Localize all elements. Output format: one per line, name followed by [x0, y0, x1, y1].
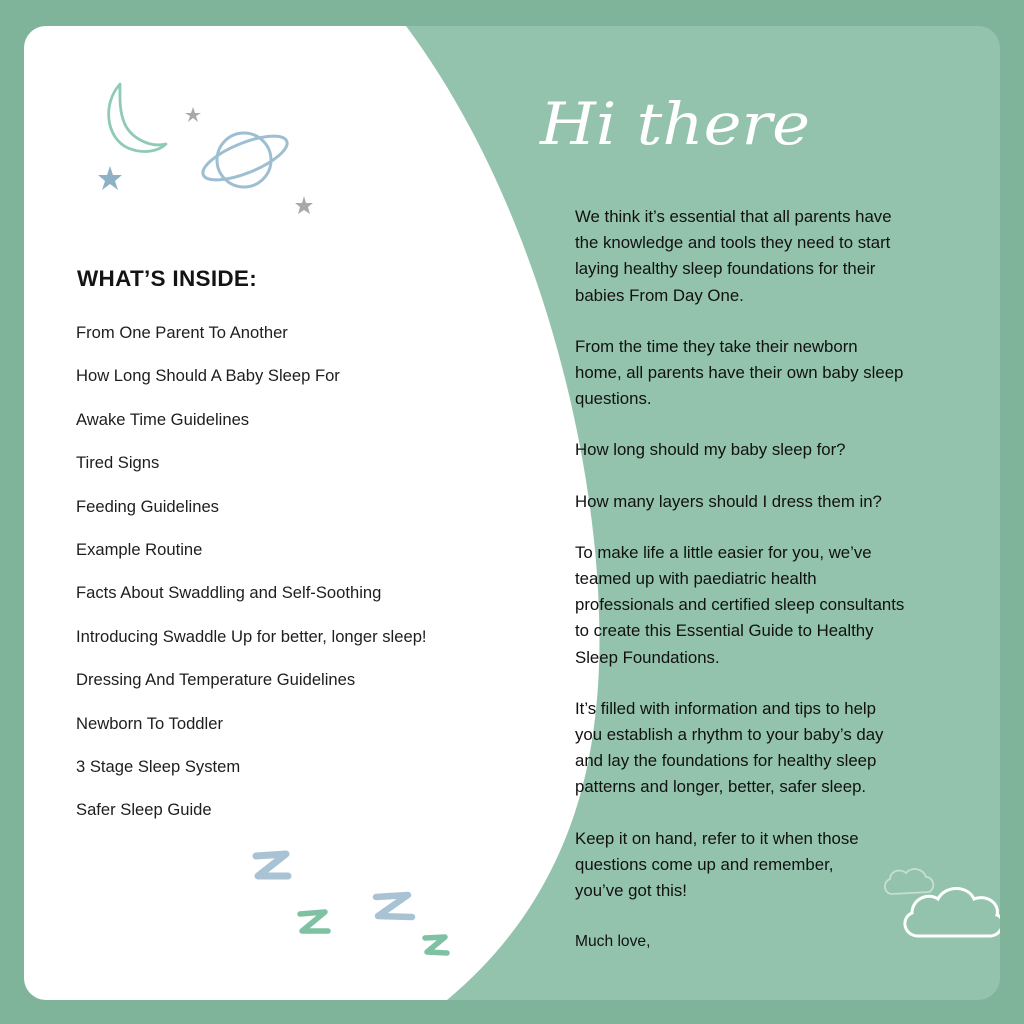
body-line: How long should my baby sleep for?: [575, 440, 846, 460]
toc-item: Facts About Swaddling and Self-Soothing: [76, 583, 382, 603]
toc-item: Dressing And Temperature Guidelines: [76, 670, 356, 690]
body-paragraph: [575, 204, 985, 309]
guide-page: [24, 26, 1000, 1000]
body-paragraph: [575, 489, 985, 515]
body-line: We think it’s essential that all parents have: [575, 207, 892, 226]
toc-item: Feeding Guidelines: [76, 496, 219, 516]
intro-letter: [575, 204, 985, 955]
body-paragraph: [575, 696, 985, 801]
toc-list: [76, 322, 427, 843]
toc-item: Tired Signs: [76, 453, 160, 473]
body-line: patterns and longer, better, safer sleep.: [575, 777, 867, 797]
toc-item: How Long Should A Baby Sleep For: [76, 366, 340, 386]
body-line: From the time they take their newborn: [575, 336, 858, 356]
toc-item: Newborn To Toddler: [76, 713, 223, 733]
body-line: laying healthy sleep foundations for their: [575, 259, 876, 279]
body-line: and lay the foundations for healthy sleep: [575, 751, 877, 771]
toc-item: Example Routine: [76, 539, 203, 559]
body-paragraph: [575, 334, 985, 413]
body-line: How many layers should I dress them in?: [575, 491, 882, 511]
body-line: babies From Day One.: [575, 285, 744, 305]
toc-item: From One Parent To Another: [76, 323, 288, 342]
body-line: home, all parents have their own baby sleep: [575, 363, 904, 383]
body-line: questions.: [575, 389, 652, 409]
body-paragraph: [575, 437, 985, 463]
greeting-text: Hi there: [538, 90, 810, 158]
body-line: the knowledge and tools they need to start: [575, 233, 891, 253]
body-line: to create this Essential Guide to Healthy: [575, 621, 874, 641]
body-line: you’ve got this!: [575, 881, 687, 901]
toc-item: 3 Stage Sleep System: [76, 756, 241, 776]
body-paragraph: [575, 540, 985, 671]
body-line: you establish a rhythm to your baby’s day: [575, 725, 884, 745]
greeting-heading: [536, 52, 836, 192]
signoff: Much love,: [575, 933, 651, 951]
body-line: questions come up and remember,: [575, 854, 834, 874]
body-line: teamed up with paediatric health: [575, 569, 817, 589]
toc-heading: WHAT’S INSIDE:: [77, 266, 258, 291]
toc-item: Safer Sleep Guide: [76, 800, 212, 820]
toc-item: Introducing Swaddle Up for better, longer sleep!: [76, 626, 427, 646]
body-line: professionals and certified sleep consultants: [575, 595, 905, 615]
toc-item: Awake Time Guidelines: [76, 409, 250, 429]
body-paragraph: [575, 826, 985, 905]
body-line: It’s filled with information and tips to help: [575, 698, 876, 718]
body-line: Keep it on hand, refer to it when those: [575, 828, 859, 848]
body-line: Sleep Foundations.: [575, 647, 720, 667]
body-line: To make life a little easier for you, we’ve: [575, 542, 872, 562]
